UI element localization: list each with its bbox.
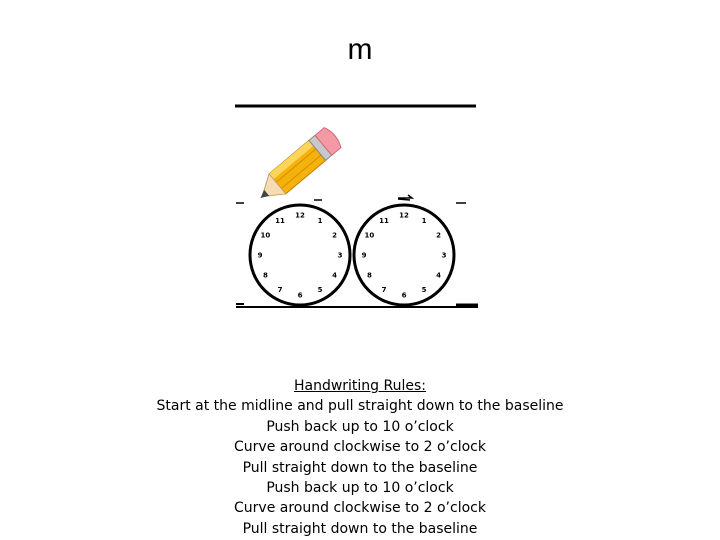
clock-number: 7 (381, 286, 387, 295)
clock-number: 4 (332, 271, 338, 280)
rule-step-1: Start at the midline and pull straight down to the baseline (156, 398, 564, 415)
clock-number: 7 (277, 286, 283, 295)
target-letter: m (347, 33, 373, 66)
clock-face-right (354, 205, 454, 305)
rule-step-2: Push back up to 10 o’clock (266, 418, 454, 435)
clock-number: 5 (421, 286, 427, 295)
handwriting-rules (0, 376, 720, 539)
clock-number: 4 (436, 271, 442, 280)
clock-number: 1 (317, 216, 323, 225)
clock-circle (354, 205, 454, 305)
rule-step-3: Curve around clockwise to 2 o’clock (234, 439, 486, 456)
clock-number: 2 (332, 231, 338, 240)
clock-number: 2 (436, 231, 442, 240)
rules-heading: Handwriting Rules: (293, 378, 427, 394)
clock-number: 6 (401, 291, 407, 300)
clock-number: 8 (366, 271, 372, 280)
clock-number: 6 (297, 291, 303, 300)
clock-number: 8 (262, 271, 268, 280)
rule-step-5: Push back up to 10 o’clock (266, 480, 454, 497)
midline-arrow-mark (398, 195, 412, 200)
pencil-icon (252, 126, 343, 208)
clock-number: 9 (257, 251, 263, 260)
rule-step-6: Curve around clockwise to 2 o’clock (234, 500, 486, 517)
clock-number: 9 (361, 251, 367, 260)
clock-number: 1 (421, 216, 427, 225)
clock-circle (250, 205, 350, 305)
clock-number: 5 (317, 286, 323, 295)
clock-number: 11 (275, 216, 285, 225)
clock-number: 12 (399, 211, 409, 220)
clock-number: 10 (260, 231, 271, 240)
rule-step-7: Pull straight down to the baseline (242, 520, 478, 537)
clock-number: 3 (441, 251, 447, 260)
clock-number: 12 (295, 211, 305, 220)
clock-number: 11 (379, 216, 389, 225)
rule-step-4: Pull straight down to the baseline (242, 459, 478, 476)
clock-number: 10 (364, 231, 375, 240)
clock-number: 3 (337, 251, 343, 260)
clock-face-left (250, 205, 350, 305)
